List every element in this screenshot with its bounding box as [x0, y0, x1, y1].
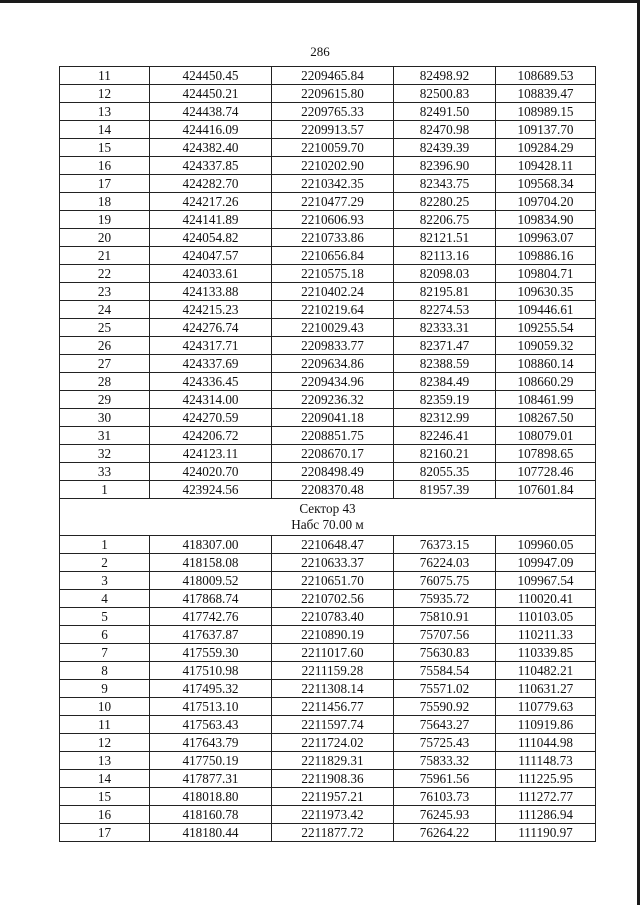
table-row — [60, 175, 596, 193]
x-coordinate-cell: 424276.74 — [150, 319, 272, 337]
point-number-cell: 5 — [60, 608, 150, 626]
point-number-cell: 33 — [60, 463, 150, 481]
x-local-cell: 82371.47 — [394, 337, 496, 355]
y-coordinate-cell: 2210059.70 — [272, 139, 394, 157]
page-top-border — [0, 0, 640, 3]
y-coordinate-cell: 2211877.72 — [272, 824, 394, 842]
table-row — [60, 247, 596, 265]
y-local-cell: 108267.50 — [496, 409, 596, 427]
point-number-cell: 30 — [60, 409, 150, 427]
x-coordinate-cell: 418158.08 — [150, 554, 272, 572]
x-local-cell: 75590.92 — [394, 698, 496, 716]
block2-body — [60, 536, 596, 842]
x-coordinate-cell: 418180.44 — [150, 824, 272, 842]
x-coordinate-cell: 417559.30 — [150, 644, 272, 662]
x-local-cell: 82388.59 — [394, 355, 496, 373]
section-header-body — [60, 499, 596, 536]
y-local-cell: 109963.07 — [496, 229, 596, 247]
table-row — [60, 337, 596, 355]
table-row — [60, 734, 596, 752]
point-number-cell: 10 — [60, 698, 150, 716]
table-row — [60, 644, 596, 662]
y-coordinate-cell: 2210651.70 — [272, 572, 394, 590]
y-local-cell: 108079.01 — [496, 427, 596, 445]
y-local-cell: 109967.54 — [496, 572, 596, 590]
table-row — [60, 698, 596, 716]
y-coordinate-cell: 2210890.19 — [272, 626, 394, 644]
x-coordinate-cell: 417750.19 — [150, 752, 272, 770]
x-coordinate-cell: 424270.59 — [150, 409, 272, 427]
x-local-cell: 76264.22 — [394, 824, 496, 842]
x-local-cell: 75571.02 — [394, 680, 496, 698]
y-local-cell: 109960.05 — [496, 536, 596, 554]
x-local-cell: 82280.25 — [394, 193, 496, 211]
point-number-cell: 24 — [60, 301, 150, 319]
y-coordinate-cell: 2209615.80 — [272, 85, 394, 103]
x-local-cell: 82396.90 — [394, 157, 496, 175]
y-local-cell: 111272.77 — [496, 788, 596, 806]
x-local-cell: 82113.16 — [394, 247, 496, 265]
y-coordinate-cell: 2211829.31 — [272, 752, 394, 770]
y-local-cell: 110020.41 — [496, 590, 596, 608]
y-coordinate-cell: 2209236.32 — [272, 391, 394, 409]
y-local-cell: 109947.09 — [496, 554, 596, 572]
point-number-cell: 17 — [60, 175, 150, 193]
x-coordinate-cell: 418018.80 — [150, 788, 272, 806]
y-coordinate-cell: 2208370.48 — [272, 481, 394, 499]
y-coordinate-cell: 2210783.40 — [272, 608, 394, 626]
point-number-cell: 23 — [60, 283, 150, 301]
point-number-cell: 2 — [60, 554, 150, 572]
y-local-cell: 109446.61 — [496, 301, 596, 319]
x-local-cell: 76245.93 — [394, 806, 496, 824]
table-row — [60, 301, 596, 319]
table-row — [60, 283, 596, 301]
y-coordinate-cell: 2210733.86 — [272, 229, 394, 247]
page-number: 286 — [310, 44, 330, 59]
x-coordinate-cell: 424336.45 — [150, 373, 272, 391]
table-row — [60, 373, 596, 391]
x-local-cell: 82246.41 — [394, 427, 496, 445]
x-local-cell: 75725.43 — [394, 734, 496, 752]
x-coordinate-cell: 424337.69 — [150, 355, 272, 373]
table-row — [60, 445, 596, 463]
y-coordinate-cell: 2211724.02 — [272, 734, 394, 752]
point-number-cell: 31 — [60, 427, 150, 445]
table-row — [60, 788, 596, 806]
x-local-cell: 75643.27 — [394, 716, 496, 734]
table-row — [60, 680, 596, 698]
point-number-cell: 15 — [60, 139, 150, 157]
y-coordinate-cell: 2209913.57 — [272, 121, 394, 139]
x-coordinate-cell: 424337.85 — [150, 157, 272, 175]
table-row — [60, 824, 596, 842]
table-row — [60, 662, 596, 680]
y-local-cell: 109137.70 — [496, 121, 596, 139]
table-row — [60, 463, 596, 481]
y-coordinate-cell: 2208670.17 — [272, 445, 394, 463]
x-coordinate-cell: 417643.79 — [150, 734, 272, 752]
table-row — [60, 265, 596, 283]
y-local-cell: 110779.63 — [496, 698, 596, 716]
x-local-cell: 82498.92 — [394, 67, 496, 85]
y-coordinate-cell: 2211957.21 — [272, 788, 394, 806]
coordinates-table-container — [59, 66, 595, 842]
point-number-cell: 1 — [60, 481, 150, 499]
x-coordinate-cell: 417742.76 — [150, 608, 272, 626]
x-coordinate-cell: 424206.72 — [150, 427, 272, 445]
x-local-cell: 82491.50 — [394, 103, 496, 121]
y-coordinate-cell: 2210029.43 — [272, 319, 394, 337]
x-local-cell: 82359.19 — [394, 391, 496, 409]
x-coordinate-cell: 417868.74 — [150, 590, 272, 608]
x-coordinate-cell: 424450.45 — [150, 67, 272, 85]
x-coordinate-cell: 417510.98 — [150, 662, 272, 680]
y-coordinate-cell: 2211597.74 — [272, 716, 394, 734]
x-local-cell: 75833.32 — [394, 752, 496, 770]
point-number-cell: 13 — [60, 752, 150, 770]
y-coordinate-cell: 2211908.36 — [272, 770, 394, 788]
table-row — [60, 427, 596, 445]
table-row — [60, 193, 596, 211]
table-row — [60, 355, 596, 373]
x-coordinate-cell: 418160.78 — [150, 806, 272, 824]
x-local-cell: 82098.03 — [394, 265, 496, 283]
y-coordinate-cell: 2211456.77 — [272, 698, 394, 716]
x-coordinate-cell: 424416.09 — [150, 121, 272, 139]
x-local-cell: 75707.56 — [394, 626, 496, 644]
y-coordinate-cell: 2210575.18 — [272, 265, 394, 283]
point-number-cell: 6 — [60, 626, 150, 644]
point-number-cell: 9 — [60, 680, 150, 698]
y-local-cell: 107898.65 — [496, 445, 596, 463]
y-coordinate-cell: 2210342.35 — [272, 175, 394, 193]
table-row — [60, 770, 596, 788]
point-number-cell: 16 — [60, 806, 150, 824]
x-local-cell: 82500.83 — [394, 85, 496, 103]
table-row — [60, 716, 596, 734]
point-number-cell: 19 — [60, 211, 150, 229]
y-local-cell: 109704.20 — [496, 193, 596, 211]
point-number-cell: 15 — [60, 788, 150, 806]
x-coordinate-cell: 423924.56 — [150, 481, 272, 499]
x-coordinate-cell: 418307.00 — [150, 536, 272, 554]
table-row — [60, 481, 596, 499]
point-number-cell: 13 — [60, 103, 150, 121]
x-local-cell: 76075.75 — [394, 572, 496, 590]
section-header-cell — [60, 499, 596, 536]
y-local-cell: 108689.53 — [496, 67, 596, 85]
block1-body — [60, 67, 596, 499]
y-local-cell: 109630.35 — [496, 283, 596, 301]
y-coordinate-cell: 2210202.90 — [272, 157, 394, 175]
point-number-cell: 4 — [60, 590, 150, 608]
table-row — [60, 103, 596, 121]
x-local-cell: 82055.35 — [394, 463, 496, 481]
table-row — [60, 536, 596, 554]
x-local-cell: 82160.21 — [394, 445, 496, 463]
point-number-cell: 26 — [60, 337, 150, 355]
table-row — [60, 67, 596, 85]
x-coordinate-cell: 424054.82 — [150, 229, 272, 247]
x-coordinate-cell: 424123.11 — [150, 445, 272, 463]
y-local-cell: 108989.15 — [496, 103, 596, 121]
y-coordinate-cell: 2209833.77 — [272, 337, 394, 355]
y-local-cell: 109059.32 — [496, 337, 596, 355]
y-coordinate-cell: 2210219.64 — [272, 301, 394, 319]
point-number-cell: 25 — [60, 319, 150, 337]
y-local-cell: 111044.98 — [496, 734, 596, 752]
point-number-cell: 17 — [60, 824, 150, 842]
point-number-cell: 22 — [60, 265, 150, 283]
x-local-cell: 82470.98 — [394, 121, 496, 139]
table-row — [60, 608, 596, 626]
point-number-cell: 1 — [60, 536, 150, 554]
table-row — [60, 121, 596, 139]
table-row — [60, 752, 596, 770]
y-coordinate-cell: 2209634.86 — [272, 355, 394, 373]
x-local-cell: 82274.53 — [394, 301, 496, 319]
point-number-cell: 3 — [60, 572, 150, 590]
point-number-cell: 7 — [60, 644, 150, 662]
y-local-cell: 111190.97 — [496, 824, 596, 842]
y-coordinate-cell: 2210633.37 — [272, 554, 394, 572]
x-coordinate-cell: 417495.32 — [150, 680, 272, 698]
y-coordinate-cell: 2210656.84 — [272, 247, 394, 265]
point-number-cell: 12 — [60, 734, 150, 752]
x-coordinate-cell: 424047.57 — [150, 247, 272, 265]
table-row — [60, 319, 596, 337]
x-local-cell: 76373.15 — [394, 536, 496, 554]
point-number-cell: 18 — [60, 193, 150, 211]
y-local-cell: 110482.21 — [496, 662, 596, 680]
table-row — [60, 391, 596, 409]
x-local-cell: 82121.51 — [394, 229, 496, 247]
x-coordinate-cell: 424450.21 — [150, 85, 272, 103]
y-local-cell: 111286.94 — [496, 806, 596, 824]
x-local-cell: 82439.39 — [394, 139, 496, 157]
y-local-cell: 110103.05 — [496, 608, 596, 626]
y-coordinate-cell: 2209041.18 — [272, 409, 394, 427]
y-coordinate-cell: 2209765.33 — [272, 103, 394, 121]
x-coordinate-cell: 424033.61 — [150, 265, 272, 283]
x-coordinate-cell: 417513.10 — [150, 698, 272, 716]
y-local-cell: 109284.29 — [496, 139, 596, 157]
y-coordinate-cell: 2210402.24 — [272, 283, 394, 301]
x-local-cell: 75810.91 — [394, 608, 496, 626]
y-local-cell: 110919.86 — [496, 716, 596, 734]
y-local-cell: 109568.34 — [496, 175, 596, 193]
x-coordinate-cell: 418009.52 — [150, 572, 272, 590]
point-number-cell: 11 — [60, 716, 150, 734]
x-local-cell: 76224.03 — [394, 554, 496, 572]
point-number-cell: 12 — [60, 85, 150, 103]
table-row — [60, 409, 596, 427]
point-number-cell: 14 — [60, 121, 150, 139]
x-coordinate-cell: 424317.71 — [150, 337, 272, 355]
x-coordinate-cell: 424020.70 — [150, 463, 272, 481]
x-coordinate-cell: 424217.26 — [150, 193, 272, 211]
y-local-cell: 109834.90 — [496, 211, 596, 229]
y-local-cell: 111225.95 — [496, 770, 596, 788]
x-local-cell: 75584.54 — [394, 662, 496, 680]
y-local-cell: 109255.54 — [496, 319, 596, 337]
table-row — [60, 85, 596, 103]
coordinates-table — [59, 66, 596, 842]
point-number-cell: 28 — [60, 373, 150, 391]
x-coordinate-cell: 424215.23 — [150, 301, 272, 319]
table-row — [60, 229, 596, 247]
section-title: Сектор 43 — [299, 501, 356, 516]
y-coordinate-cell: 2210477.29 — [272, 193, 394, 211]
point-number-cell: 11 — [60, 67, 150, 85]
table-row — [60, 157, 596, 175]
y-local-cell: 108860.14 — [496, 355, 596, 373]
y-coordinate-cell: 2209434.96 — [272, 373, 394, 391]
point-number-cell: 21 — [60, 247, 150, 265]
x-local-cell: 75935.72 — [394, 590, 496, 608]
table-row — [60, 211, 596, 229]
x-coordinate-cell: 424382.40 — [150, 139, 272, 157]
table-row — [60, 806, 596, 824]
table-row — [60, 626, 596, 644]
x-coordinate-cell: 417877.31 — [150, 770, 272, 788]
point-number-cell: 32 — [60, 445, 150, 463]
x-local-cell: 81957.39 — [394, 481, 496, 499]
x-local-cell: 82384.49 — [394, 373, 496, 391]
y-coordinate-cell: 2211017.60 — [272, 644, 394, 662]
y-local-cell: 108839.47 — [496, 85, 596, 103]
point-number-cell: 14 — [60, 770, 150, 788]
y-local-cell: 110631.27 — [496, 680, 596, 698]
y-local-cell: 109428.11 — [496, 157, 596, 175]
y-coordinate-cell: 2209465.84 — [272, 67, 394, 85]
y-local-cell: 110211.33 — [496, 626, 596, 644]
x-local-cell: 82333.31 — [394, 319, 496, 337]
y-local-cell: 108660.29 — [496, 373, 596, 391]
x-local-cell: 76103.73 — [394, 788, 496, 806]
section-header-row — [60, 499, 596, 536]
section-subtitle: Набс 70.00 м — [291, 517, 364, 532]
y-local-cell: 107728.46 — [496, 463, 596, 481]
y-local-cell: 107601.84 — [496, 481, 596, 499]
y-local-cell: 109804.71 — [496, 265, 596, 283]
point-number-cell: 27 — [60, 355, 150, 373]
point-number-cell: 8 — [60, 662, 150, 680]
x-coordinate-cell: 424133.88 — [150, 283, 272, 301]
y-coordinate-cell: 2211159.28 — [272, 662, 394, 680]
x-coordinate-cell: 417563.43 — [150, 716, 272, 734]
table-row — [60, 139, 596, 157]
y-coordinate-cell: 2211308.14 — [272, 680, 394, 698]
table-row — [60, 590, 596, 608]
x-local-cell: 82312.99 — [394, 409, 496, 427]
x-local-cell: 82343.75 — [394, 175, 496, 193]
x-coordinate-cell: 424141.89 — [150, 211, 272, 229]
point-number-cell: 20 — [60, 229, 150, 247]
point-number-cell: 16 — [60, 157, 150, 175]
y-coordinate-cell: 2210606.93 — [272, 211, 394, 229]
table-row — [60, 554, 596, 572]
y-local-cell: 108461.99 — [496, 391, 596, 409]
y-coordinate-cell: 2208498.49 — [272, 463, 394, 481]
y-local-cell: 111148.73 — [496, 752, 596, 770]
y-local-cell: 109886.16 — [496, 247, 596, 265]
x-local-cell: 82195.81 — [394, 283, 496, 301]
x-coordinate-cell: 417637.87 — [150, 626, 272, 644]
x-coordinate-cell: 424282.70 — [150, 175, 272, 193]
x-coordinate-cell: 424438.74 — [150, 103, 272, 121]
x-coordinate-cell: 424314.00 — [150, 391, 272, 409]
y-local-cell: 110339.85 — [496, 644, 596, 662]
point-number-cell: 29 — [60, 391, 150, 409]
table-row — [60, 572, 596, 590]
y-coordinate-cell: 2210648.47 — [272, 536, 394, 554]
x-local-cell: 82206.75 — [394, 211, 496, 229]
x-local-cell: 75630.83 — [394, 644, 496, 662]
x-local-cell: 75961.56 — [394, 770, 496, 788]
y-coordinate-cell: 2211973.42 — [272, 806, 394, 824]
y-coordinate-cell: 2208851.75 — [272, 427, 394, 445]
y-coordinate-cell: 2210702.56 — [272, 590, 394, 608]
